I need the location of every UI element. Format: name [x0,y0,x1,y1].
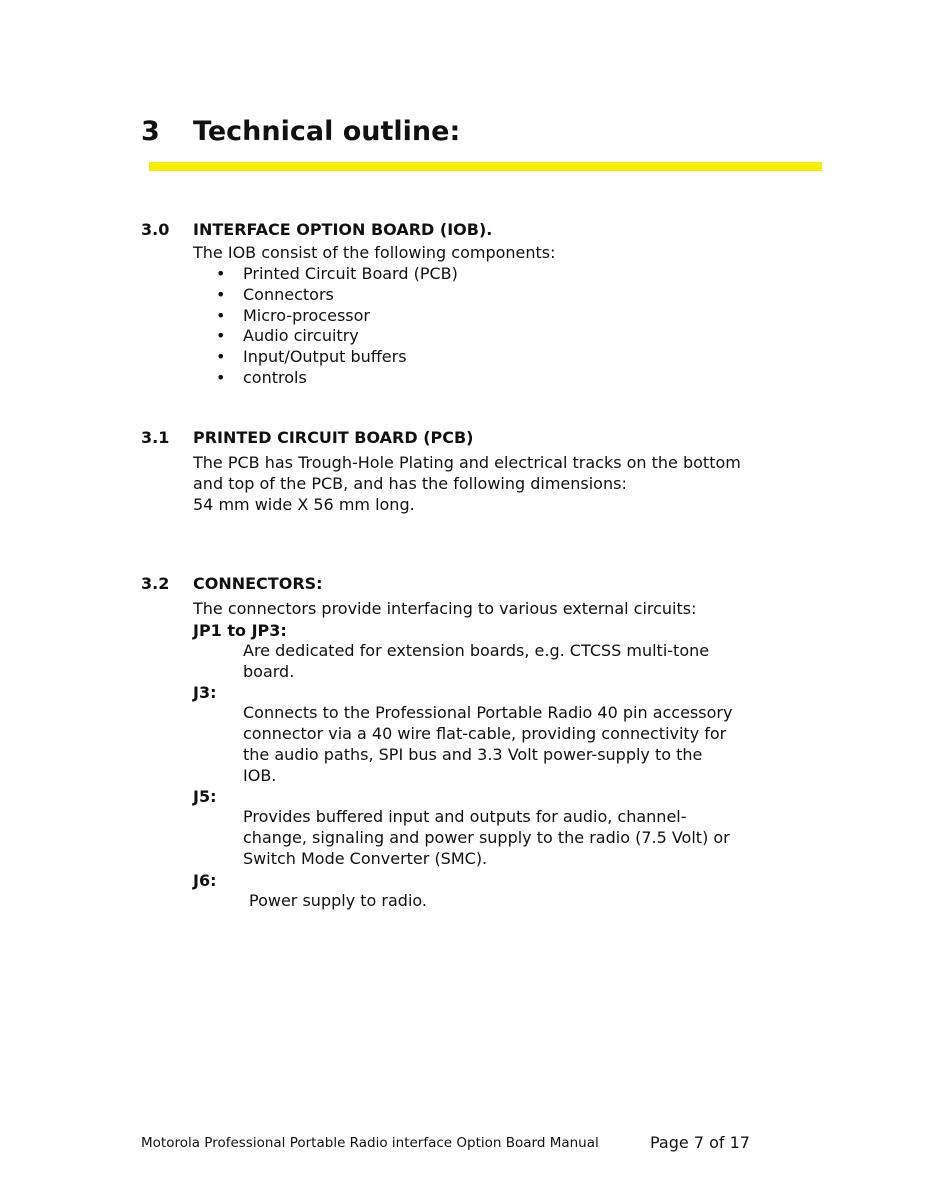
connector-desc-line: Power supply to radio. [249,891,427,910]
connector-desc-line: change, signaling and power supply to the radio (7.5 Volt) or [243,828,730,847]
section-number: 3.1 [141,428,170,447]
chapter-title: Technical outline: [193,116,461,147]
list-item: • controls [216,368,458,389]
connector-label-jp1-jp3: JP1 to JP3: [193,621,287,640]
list-item: • Connectors [216,285,458,306]
footer-document-title: Motorola Professional Portable Radio interface Option Board Manual [141,1135,599,1151]
connector-desc-line: Switch Mode Converter (SMC). [243,849,488,868]
section-intro: The connectors provide interfacing to various external circuits: [193,599,697,618]
yellow-rule [149,162,822,171]
section-body-line: 54 mm wide X 56 mm long. [193,495,415,514]
section-title: INTERFACE OPTION BOARD (IOB). [193,220,493,239]
section-title: PRINTED CIRCUIT BOARD (PCB) [193,428,474,447]
section-title: CONNECTORS: [193,574,323,593]
section-intro: The IOB consist of the following components: [193,243,556,262]
footer-page-number: Page 7 of 17 [650,1133,750,1152]
connector-desc-line: Provides buffered input and outputs for audio, channel- [243,807,687,826]
connector-desc-line: connector via a 40 wire flat-cable, providing connectivity for [243,724,727,743]
section-body-line: The PCB has Trough-Hole Plating and electrical tracks on the bottom [193,453,741,472]
section-number: 3.0 [141,220,170,239]
connector-label-j3: J3: [193,683,217,702]
section-body-line: and top of the PCB, and has the following dimensions: [193,474,627,493]
connector-label-j6: J6: [193,871,217,890]
connector-desc-line: Connects to the Professional Portable Radio 40 pin accessory [243,703,733,722]
chapter-number: 3 [141,116,160,147]
connector-label-j5: J5: [193,787,217,806]
connector-desc-line: IOB. [243,766,277,785]
connector-desc-line: Are dedicated for extension boards, e.g. CTCSS multi-tone [243,641,710,660]
list-item: • Input/Output buffers [216,347,458,368]
list-item: • Printed Circuit Board (PCB) [216,264,458,285]
component-list [216,264,458,389]
list-item: • Micro-processor [216,306,458,327]
connector-desc-line: the audio paths, SPI bus and 3.3 Volt power-supply to the [243,745,703,764]
section-number: 3.2 [141,574,170,593]
list-item: • Audio circuitry [216,326,458,347]
connector-desc-line: board. [243,662,295,681]
